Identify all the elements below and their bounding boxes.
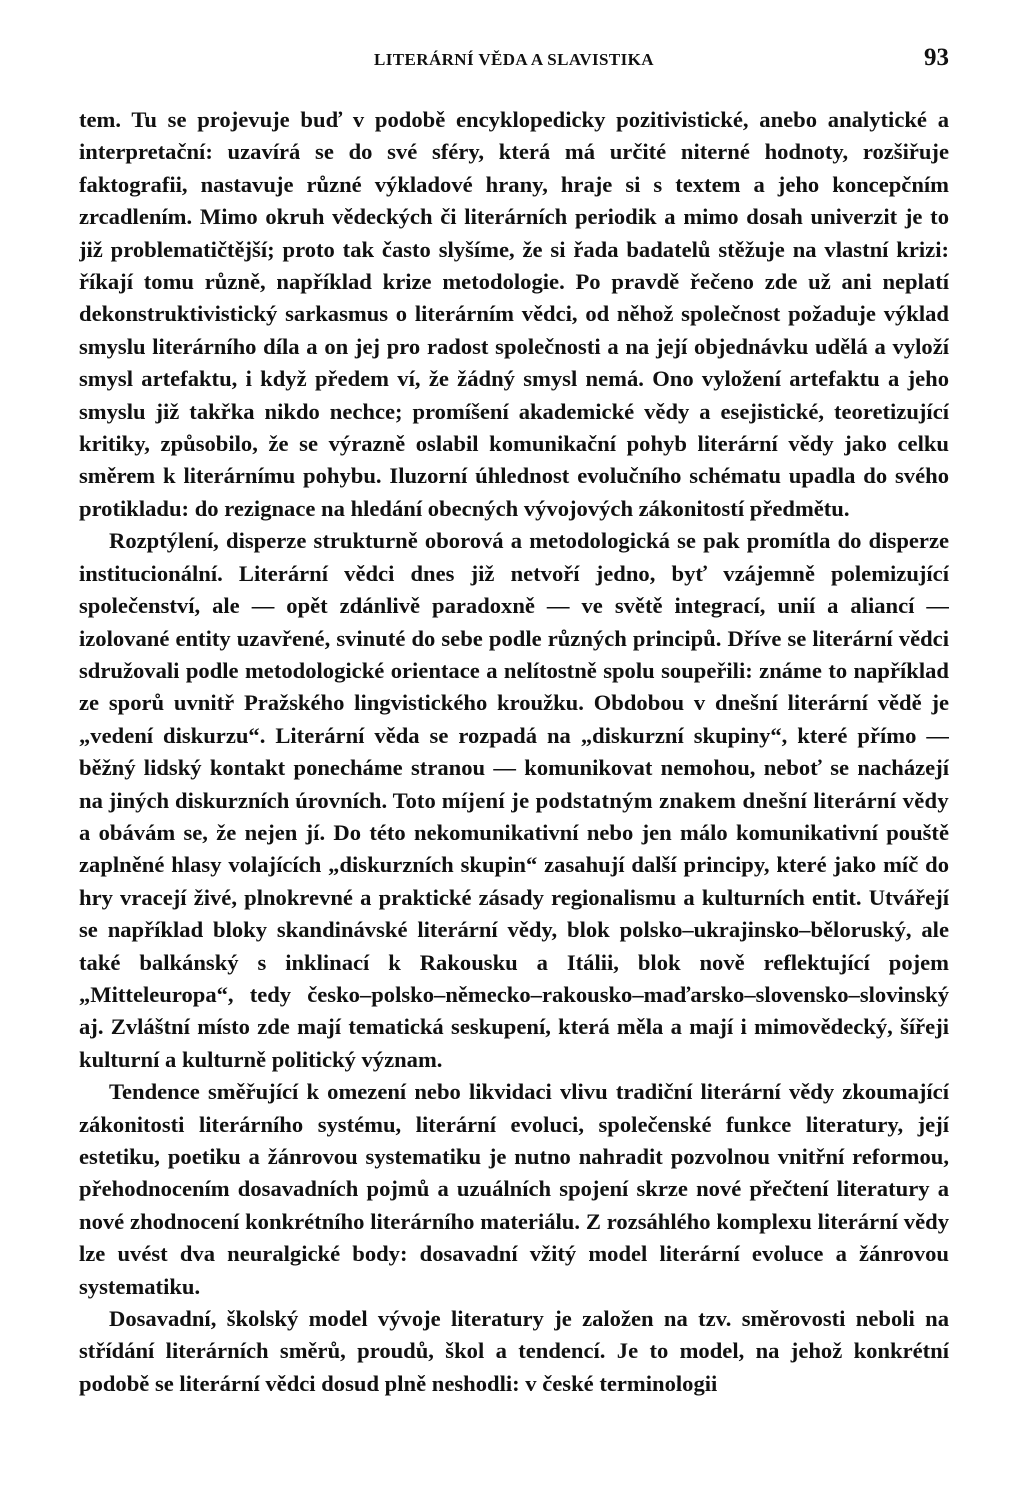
paragraph-3-text: Tendence směřující k omezení nebo likvidaci vlivu tradiční literární vědy zkoumající zákonitosti literárního systému, literární evoluci, společenské funkce literatury, její estetiku, poetiku a žánrovou systematiku je nutno nahradit pozvolnou vnitřní reformou, přehodnocením dosavadních pojmů a uzuálních spojení skrze nové přečtení literatury a nové zhodnocení konkrétního literárního materiálu. Z rozsáhlého komplexu literární vědy lze uvést dva neuralgické body: dosavadní vžitý model literární evoluce a žánrovou systematiku.: [79, 1079, 949, 1299]
book-page: [79, 44, 949, 1484]
running-title: LITERÁRNÍ VĚDA A SLAVISTIKA: [374, 50, 654, 69]
paragraph-4: [79, 1303, 949, 1400]
paragraph-4-text: Dosavadní, školský model vývoje literatury je založen na tzv. směrovosti neboli na střídání literárních směrů, proudů, škol a tendencí. Je to model, na jehož konkrétní podobě se literární vědci dosud plně neshodli: v české terminologii: [79, 1306, 949, 1396]
paragraph-2-emphasis: míjení je podstatným znakem dnešní literární vědy: [441, 787, 949, 813]
paragraph-3: [79, 1076, 949, 1303]
paragraph-2: [79, 525, 949, 1076]
paragraph-2-text-end: a obávám se, že nejen jí. Do této nekomunikativní nebo jen málo komunikativní pouště zaplněné hlasy volajících „diskurzních skupin“ zasahují další principy, které jako míč do hry vracejí živé, plnokrevné a praktické zásady regionalismu a kulturních entit. Utvářejí se například bloky skandinávské literární vědy, blok polsko–ukrajinsko–běloruský, ale také balkánský s inklinací k Rakousku a Itálii, blok nově reflektující pojem „Mitteleuropa“, tedy česko–polsko–německo–rakousko–maďarsko–slovensko–slovinský aj. Zvláštní místo zde mají tematická seskupení, která měla a mají i mimovědecký, šířeji kulturní a kulturně politický význam.: [79, 819, 949, 1072]
paragraph-1: [79, 104, 949, 525]
body-text: [79, 104, 949, 1400]
running-header: [79, 44, 949, 78]
paragraph-2-text-start: Rozptýlení, disperze strukturně oborová a metodologická se pak promítla do disperze institucionální. Literární vědci dnes již netvoří jedno, byť vzájemně polemizující společenství, ale — opět zdánlivě paradoxně — ve světě integrací, unií a aliancí — izolované entity uzavřené, svinuté do sebe podle různých principů. Dříve se literární vědci sdružovali podle metodologické orientace a nelítostně spolu soupeřili: známe to například ze sporů uvnitř Pražského lingvistického kroužku. Obdobou v dnešní literární vědě je „vedení diskurzu“. Literární věda se rozpadá na „diskurzní skupiny“, které přímo — běžný lidský kontakt ponecháme stranou — komunikovat nemohou, neboť se nacházejí na jiných diskurzních úrovních. Toto: [79, 528, 949, 813]
paragraph-1-text: tem. Tu se projevuje buď v podobě encyklopedicky pozitivistické, anebo analytické a interpretační: uzavírá se do své sféry, která má určité niterné hodnoty, rozšiřuje faktografii, nastavuje různé výkladové hrany, hraje si s textem a jeho koncepčním zrcadlením. Mimo okruh vědeckých či literárních periodik a mimo dosah univerzit je to již problematičtější; proto tak často slyšíme, že si řada badatelů stěžuje na vlastní krizi: říkají tomu různě, například krize metodologie. Po pravdě řečeno zde už ani neplatí dekonstruktivistický sarkasmus o literárním vědci, od něhož společnost požaduje výklad smyslu literárního díla a on jej pro radost společnosti a na její objednávku udělá a vyloží smysl artefaktu, i když předem ví, že žádný smysl nemá. Ono vyložení artefaktu a jeho smyslu již takřka nikdo nechce; promíšení akademické vědy a esejistické, teoretizující kritiky, způsobilo, že se výrazně oslabil komunikační pohyb literární vědy jako celku směrem k literárnímu pohybu. Iluzorní úhlednost evolučního schématu upadla do svého protikladu: do rezignace na hledání obecných vývojových zákonitostí předmětu.: [79, 107, 949, 521]
page-number: 93: [924, 44, 949, 71]
